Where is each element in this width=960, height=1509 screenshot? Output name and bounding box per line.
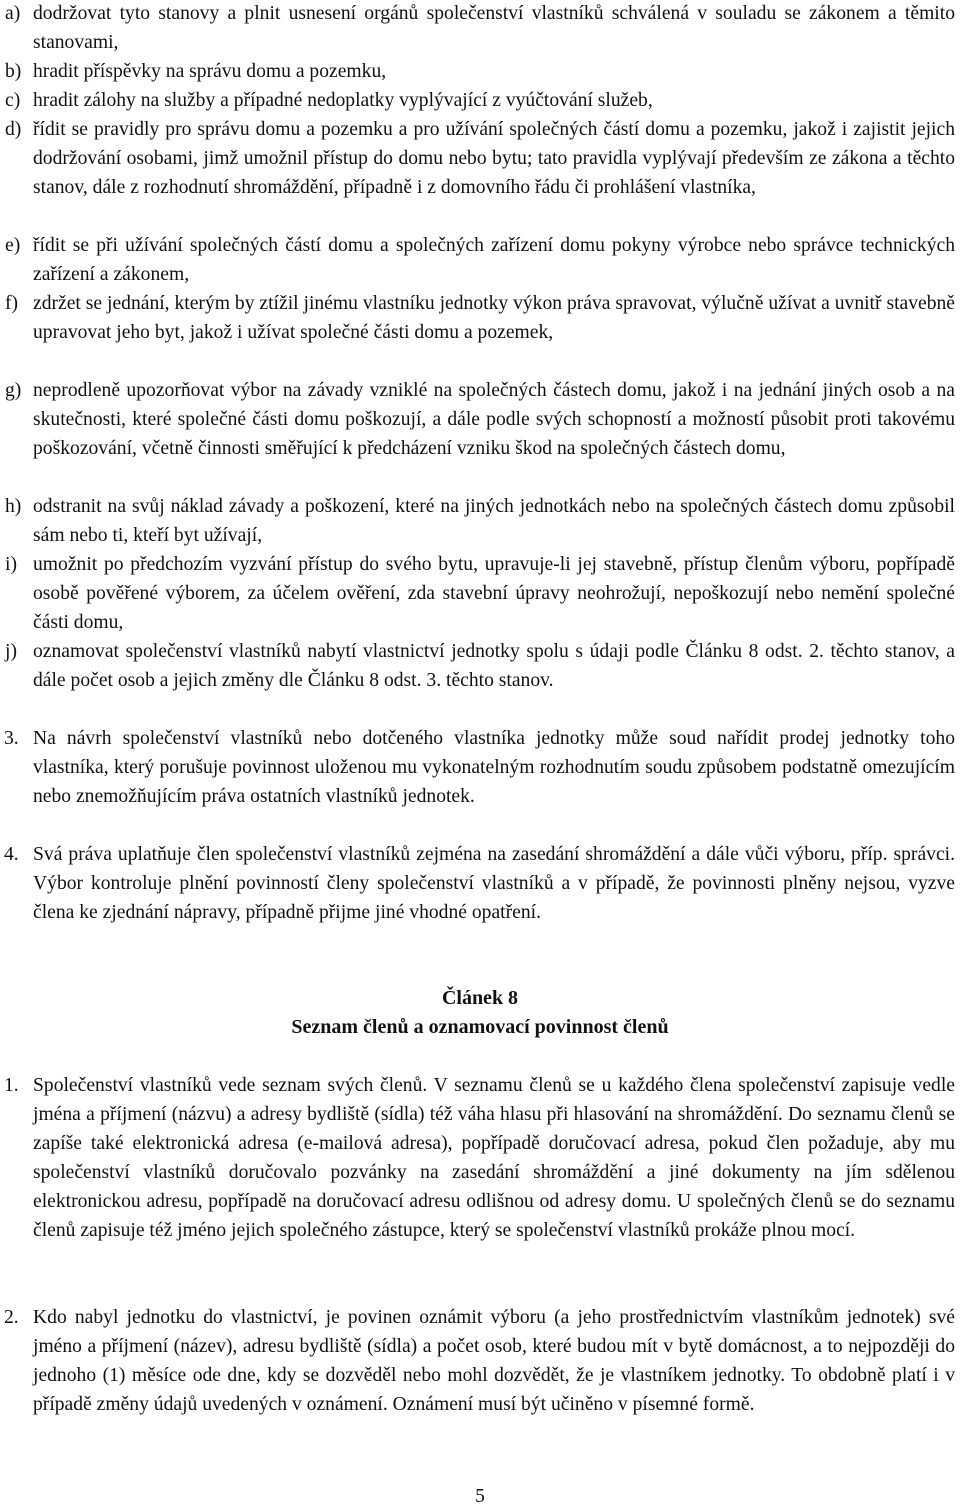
- list-item-label: j): [5, 641, 17, 662]
- list-item-text: oznamovat společenství vlastníků nabytí vlastnictví jednotky spolu s údaji podle Článku 8 odst. 2. těchto stanov, a dále počet osob a jejich změny dle Článku 8 odst. 3. těchto stanov.: [33, 641, 955, 691]
- list-item-label: f): [5, 293, 19, 314]
- list-item: [5, 231, 955, 289]
- paragraph-number: 1.: [4, 1075, 19, 1096]
- list-item: [5, 57, 955, 86]
- list-item-label: h): [5, 496, 22, 517]
- list-item-label: a): [5, 3, 21, 24]
- list-item: [5, 376, 955, 463]
- paragraph-text: Svá práva uplatňuje člen společenství vlastníků zejména na zasedání shromáždění a dále vůči výboru, příp. správci. Výbor kontroluje plnění povinností členy společenství vlastníků a v případě, že povinnosti plněny nejsou, vyzve člena ke zjednání nápravy, případně přijme jiné vhodné opatření.: [33, 844, 955, 923]
- list-item-text: odstranit na svůj náklad závady a poškození, které na jiných jednotkách nebo na společných částech domu způsobil sám nebo ti, kteří byt užívají,: [33, 496, 955, 546]
- list-item: [5, 637, 955, 695]
- paragraph-number: 4.: [4, 844, 19, 865]
- paragraph-text: Na návrh společenství vlastníků nebo dotčeného vlastníka jednotky může soud nařídit prodej jednotky toho vlastníka, který porušuje povinnost uloženou mu vykonatelným rozhodnutím soudu způsobem podstatně omezujícím nebo znemožňujícím práva ostatních vlastníků jednotek.: [33, 728, 955, 807]
- paragraph-text: Kdo nabyl jednotku do vlastnictví, je povinen oznámit výboru (a jeho prostřednictvím vlastníkům jednotek) své jméno a příjmení (název), adresu bydliště (sídla) a počet osob, které budou mít v bytě domácnost, a to nejpozději do jednoho (1) měsíce ode dne, kdy se dozvěděl nebo mohl dozvědět, že je vlastníkem jednotky. To obdobně platí i v případě změny údajů uvedených v oznámení. Oznámení musí být učiněno v písemné formě.: [33, 1307, 955, 1415]
- list-item-label: e): [5, 235, 21, 256]
- list-item-text: hradit zálohy na služby a případné nedoplatky vyplývající z vyúčtování služeb,: [33, 90, 653, 111]
- numbered-paragraph: [4, 840, 955, 927]
- list-item: [5, 550, 955, 637]
- list-item-text: neprodleně upozorňovat výbor na závady vzniklé na společných částech domu, jakož i na jednání jiných osob a na skutečnosti, které společné části domu poškozují, a dále podle svých schopností a možností působit proti takovému poškozování, včetně činnosti směřující k předcházení vzniku škod na společných částech domu,: [33, 380, 955, 459]
- list-item-text: zdržet se jednání, kterým by ztížil jinému vlastníku jednotky výkon práva spravovat, výlučně užívat a uvnitř stavebně upravovat jeho byt, jakož i užívat společné části domu a pozemek,: [33, 293, 955, 343]
- list-item-text: hradit příspěvky na správu domu a pozemku,: [33, 61, 387, 82]
- list-item-text: umožnit po předchozím vyzvání přístup do svého bytu, upravuje-li jej stavebně, přístup členům výboru, popřípadě osobě pověřené výborem, za účelem ověření, zda stavební úpravy neohrožují, nepoškozují nebo nemění společné části domu,: [33, 554, 955, 633]
- list-item: [5, 492, 955, 550]
- list-item-text: dodržovat tyto stanovy a plnit usnesení orgánů společenství vlastníků schválená v souladu se zákonem a těmito stanovami,: [33, 3, 955, 53]
- numbered-paragraph: [4, 1071, 955, 1245]
- list-item-label: d): [5, 119, 22, 140]
- paragraph-number: 3.: [4, 728, 19, 749]
- page-number: 5: [475, 1486, 485, 1507]
- numbered-paragraph: [4, 1303, 955, 1419]
- article-title: Článek 8: [441, 987, 519, 1009]
- list-item-text: řídit se pravidly pro správu domu a pozemku a pro užívání společných částí domu a pozemku, jakož i zajistit jejich dodržování osobami, jimž umožnil přístup do domu nebo bytu; tato pravidla vyplývají především ze zákona a těchto stanov, dále z rozhodnutí shromáždění, případně i z domovního řádu či prohlášení vlastníka,: [33, 119, 955, 198]
- paragraph-number: 2.: [4, 1307, 19, 1328]
- list-item: [5, 86, 955, 115]
- list-item-label: b): [5, 61, 22, 82]
- list-item-label: g): [5, 380, 22, 401]
- list-item: [5, 115, 955, 202]
- list-item-text: řídit se při užívání společných částí domu a společných zařízení domu pokyny výrobce nebo správce technických zařízení a zákonem,: [33, 235, 955, 285]
- list-item: [5, 289, 955, 347]
- article-subtitle: Seznam členů a oznamovací povinnost členů: [291, 1016, 669, 1038]
- list-item: [5, 0, 955, 57]
- numbered-paragraph: [4, 724, 955, 811]
- list-item-label: c): [5, 90, 21, 111]
- paragraph-text: Společenství vlastníků vede seznam svých členů. V seznamu členů se u každého člena společenství zapisuje vedle jména a příjmení (názvu) a adresy bydliště (sídla) též váha hlasu při hlasování na shromáždění. Do seznamu členů se zapíše také elektronická adresa (e-mailová adresa), popřípadě doručovací adresa, pokud člen požaduje, aby mu společenství vlastníků doručovalo pozvánky na zasedání shromáždění a jiné dokumenty na jím sdělenou elektronickou adresu, popřípadě na doručovací adresu odlišnou od adresy domu. U společných členů se do seznamu členů zapisuje též jméno jejich společného zástupce, který se společenství vlastníků prokáže plnou mocí.: [33, 1075, 955, 1241]
- list-item-label: i): [5, 554, 17, 575]
